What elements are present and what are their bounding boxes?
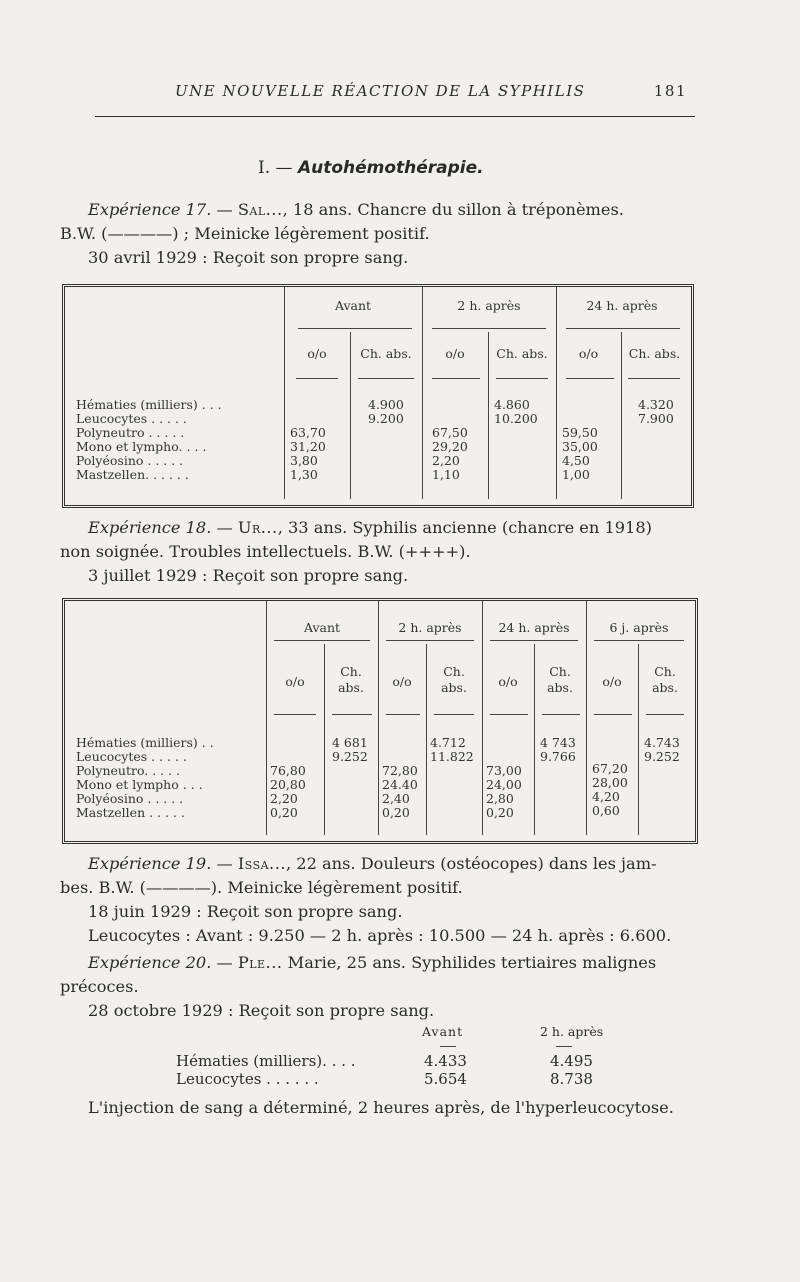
t1-row-labels — [76, 398, 222, 482]
page-number: 181 — [653, 82, 687, 100]
t2-sub-pct: o/o — [392, 674, 412, 689]
exp20-row2-label: Leucocytes . . . . . . — [176, 1070, 319, 1088]
t2-row-label: Polyneutro. . . . . — [76, 763, 181, 778]
table-1-sub-rule — [432, 378, 480, 379]
t1-cell: 2,20 — [432, 453, 460, 468]
exp18-line2: non soignée. Troubles intellectuels. B.W. (++++). — [60, 542, 471, 561]
table-2-sub-rule — [332, 714, 372, 715]
t1-cell: 4.860 — [494, 397, 530, 412]
table-2-sub-rule — [490, 714, 528, 715]
t2-cell: 72,80 — [382, 763, 418, 778]
t2-col-avant-pct — [270, 736, 306, 820]
t1-cell: 1,10 — [432, 467, 460, 482]
t1-cell: 4.320 — [638, 397, 674, 412]
table-1-group-rule — [566, 328, 680, 329]
t2-row-label: Hématies (milliers) . . — [76, 735, 214, 750]
t2-cell: 24,00 — [486, 777, 522, 792]
t2-cell — [486, 736, 522, 750]
table-2-sub-rule — [386, 714, 420, 715]
table-1-sub-rule — [358, 378, 414, 379]
t1-row-label: Hématies (milliers) . . . — [76, 397, 222, 412]
table-2-divider — [482, 601, 483, 835]
t2-sub-abs-label: abs. — [547, 680, 573, 695]
table-2-sub-rule — [434, 714, 474, 715]
exp20-row1-avant: 4.433 — [424, 1052, 467, 1070]
t2-row-label: Leucocytes . . . . . — [76, 749, 187, 764]
t1-group-2h: 2 h. après — [457, 298, 521, 313]
table-1-group-rule — [432, 328, 546, 329]
t2-cell: 76,80 — [270, 763, 306, 778]
t2-cell: 9.766 — [540, 749, 576, 764]
t1-row-label: Polyneutro . . . . . — [76, 425, 185, 440]
t2-col-24h-pct — [486, 736, 522, 820]
exp20-label: Expérience 20. — [88, 953, 212, 972]
t2-group-avant: Avant — [303, 620, 341, 635]
exp20-line1: Marie, 25 ans. Syphilides tertiaires malignes — [282, 953, 657, 972]
section-title: Autohémothérapie. — [297, 158, 484, 178]
t2-cell: 9.252 — [644, 749, 680, 764]
t2-cell — [382, 750, 418, 764]
t1-cell: 1,30 — [290, 467, 318, 482]
t2-cell — [592, 748, 628, 762]
table-1-divider — [422, 287, 423, 499]
t1-sub-pct: o/o — [307, 346, 327, 361]
t2-cell: 2,20 — [270, 791, 298, 806]
t2-cell: 9.252 — [332, 749, 368, 764]
t2-sub-abs — [534, 664, 586, 696]
section-number: I. — — [258, 158, 293, 178]
section-heading — [258, 158, 484, 178]
table-1-divider — [556, 287, 557, 499]
exp19-line4: Leucocytes : Avant : 9.250 — 2 h. après : 10.500 — 24 h. après : 6.600. — [88, 926, 672, 945]
t1-cell: 4,50 — [562, 453, 590, 468]
table-2-group-rule — [490, 640, 578, 641]
t1-col-24h-pct — [562, 398, 598, 482]
t2-row-label: Mono et lympho . . . — [76, 777, 203, 792]
t2-cell: 0,20 — [486, 805, 514, 820]
t1-sub-pct: o/o — [445, 346, 465, 361]
t1-col-2h-pct — [432, 398, 468, 482]
table-2-group-rule — [594, 640, 684, 641]
table-2-divider — [586, 601, 587, 835]
exp17-label: Expérience 17. — [88, 200, 212, 219]
table-2-sub-rule — [274, 714, 316, 715]
t1-sub-abs: Ch. abs. — [628, 346, 681, 361]
exp20-row1-label: Hématies (milliers). . . . — [176, 1052, 356, 1070]
t2-sub-abs-label: abs. — [441, 680, 467, 695]
t1-cell: 1,00 — [562, 467, 590, 482]
exp18-line3: 3 juillet 1929 : Reçoit son propre sang. — [88, 566, 409, 585]
t1-cell: 4.900 — [368, 397, 404, 412]
t1-sub-abs: Ch. abs. — [496, 346, 548, 361]
t1-cell: 9.200 — [368, 411, 404, 426]
t1-cell: 59,50 — [562, 425, 598, 440]
t2-cell: 0,20 — [382, 805, 410, 820]
exp19-label: Expérience 19. — [88, 854, 212, 873]
t1-col-24h-abs — [638, 398, 674, 426]
t1-sub-abs: Ch. abs. — [360, 346, 412, 361]
t1-cell — [432, 398, 468, 412]
t2-col-6j-abs — [644, 736, 680, 764]
t2-cell — [270, 736, 306, 750]
t1-row-label: Polyéosino . . . . . — [76, 453, 184, 468]
t2-sub-abs — [324, 664, 378, 696]
table-1-sub-rule — [628, 378, 680, 379]
exp20-row2-apres: 8.738 — [550, 1070, 593, 1088]
t2-cell: 67,20 — [592, 761, 628, 776]
t2-cell: 20,80 — [270, 777, 306, 792]
exp20-row2-avant: 5.654 — [424, 1070, 467, 1088]
table-2-sub-rule — [542, 714, 580, 715]
t2-cell: 2,40 — [382, 791, 410, 806]
t2-cell: 4.743 — [644, 735, 680, 750]
table-2-group-rule — [386, 640, 474, 641]
exp19-line1: , 22 ans. Douleurs (ostéocopes) dans les jam- — [285, 854, 657, 873]
exp19-paragraph: Expérience 19. — Issa..., 22 ans. Douleurs (ostéocopes) dans les jam- bes. B.W. (————). Meinicke légèrement positif. 18 juin 1929 : Reçoit son propre sang. Leucocytes : Avant : 9.250 — 2 h. après : 10.500 — 24 h. après : 6.600. — [60, 854, 672, 945]
exp19-name: Issa... — [237, 854, 286, 873]
t2-sub-pct: o/o — [602, 674, 622, 689]
exp20-col-apres: 2 h. après — [540, 1024, 604, 1039]
exp19-line2: bes. B.W. (————). Meinicke légèrement positif. — [60, 878, 463, 897]
t2-sub-abs — [638, 664, 692, 696]
table-2-group-rule — [274, 640, 370, 641]
t1-cell: 7.900 — [638, 411, 674, 426]
t2-group-2h: 2 h. après — [398, 620, 462, 635]
t1-row-label: Leucocytes . . . . . — [76, 411, 187, 426]
t2-cell: 73,00 — [486, 763, 522, 778]
t2-row-labels — [76, 736, 214, 820]
t1-cell — [562, 412, 598, 426]
exp20-paragraph: Expérience 20. — Ple... Marie, 25 ans. Syphilides tertiaires malignes précoces. 28 octobre 1929 : Reçoit son propre sang. — [60, 953, 657, 1020]
t1-row-label: Mastzellen. . . . . . — [76, 467, 189, 482]
exp17-name: Sal... — [237, 200, 283, 219]
t2-group-6j: 6 j. après — [609, 620, 669, 635]
t2-cell: 2,80 — [486, 791, 514, 806]
t2-cell: 4,20 — [592, 789, 620, 804]
exp20-row1-apres: 4.495 — [550, 1052, 593, 1070]
t2-sub-ch: Ch. — [654, 664, 676, 679]
t2-cell: 24.40 — [382, 777, 418, 792]
t2-cell: 0,60 — [592, 803, 620, 818]
t1-cell: 10.200 — [494, 411, 538, 426]
t1-cell — [290, 398, 326, 412]
t2-sub-ch: Ch. — [549, 664, 571, 679]
exp18-name: Ur... — [237, 518, 278, 537]
t1-cell — [562, 398, 598, 412]
table-1-sub-rule — [566, 378, 614, 379]
t1-col-avant-abs — [368, 398, 404, 426]
table-2-sub-rule — [594, 714, 632, 715]
t1-cell: 67,50 — [432, 425, 468, 440]
t2-sub-abs-label: abs. — [338, 680, 364, 695]
t2-sub-ch: Ch. — [340, 664, 362, 679]
t2-cell: 4 743 — [540, 735, 576, 750]
table-1 — [62, 284, 694, 508]
t2-sub-abs-label: abs. — [652, 680, 678, 695]
t2-cell — [382, 736, 418, 750]
t1-group-24h: 24 h. après — [586, 298, 658, 313]
t2-sub-pct: o/o — [285, 674, 305, 689]
exp20-name: Ple... — [237, 953, 283, 972]
t1-cell: 31,20 — [290, 439, 326, 454]
t1-sub-pct: o/o — [578, 346, 599, 361]
t2-cell: 11.822 — [430, 749, 474, 764]
t2-sub-ch: Ch. — [443, 664, 465, 679]
exp20-conclusion: L'injection de sang a déterminé, 2 heures après, de l'hyperleucocytose. — [88, 1098, 674, 1117]
t2-sub-pct: o/o — [498, 674, 518, 689]
t2-col-avant-abs — [332, 736, 368, 764]
t2-col-24h-abs — [540, 736, 576, 764]
t1-cell — [432, 412, 468, 426]
t1-cell: 63,70 — [290, 425, 326, 440]
t1-cell: 3,80 — [290, 453, 318, 468]
exp17-line3: 30 avril 1929 : Reçoit son propre sang. — [88, 248, 409, 267]
table-2 — [62, 598, 698, 844]
exp20-line3: 28 octobre 1929 : Reçoit son propre sang. — [88, 1001, 435, 1020]
exp18-line1: , 33 ans. Syphilis ancienne (chancre en 1918) — [277, 518, 652, 537]
table-2-divider — [378, 601, 379, 835]
t1-cell — [290, 412, 326, 426]
t2-col-2h-pct — [382, 736, 418, 820]
table-2-divider — [266, 601, 267, 835]
t1-row-label: Mono et lympho. . . . — [76, 439, 207, 454]
exp20-line2: précoces. — [60, 977, 139, 996]
exp20-dash — [556, 1046, 572, 1047]
exp17-line1: , 18 ans. Chancre du sillon à tréponèmes. — [282, 200, 624, 219]
t2-cell: 4 681 — [332, 735, 368, 750]
table-2-sub-rule — [646, 714, 684, 715]
t1-cell: 35,00 — [562, 439, 598, 454]
t1-group-avant: Avant — [334, 298, 372, 313]
t2-cell: 0,20 — [270, 805, 298, 820]
t2-cell: 28,00 — [592, 775, 628, 790]
exp18-paragraph: Expérience 18. — Ur..., 33 ans. Syphilis ancienne (chancre en 1918) non soignée. Troubles intellectuels. B.W. (++++). 3 juillet 1929 : Reçoit son propre sang. — [60, 518, 652, 585]
t2-sub-abs — [426, 664, 482, 696]
table-1-sub-rule — [296, 378, 338, 379]
table-1-sub-rule — [496, 378, 548, 379]
t2-row-label: Mastzellen . . . . . — [76, 805, 185, 820]
t1-cell: 29,20 — [432, 439, 468, 454]
t2-col-6j-pct — [592, 748, 628, 818]
exp17-line2: B.W. (————) ; Meinicke légèrement positif. — [60, 224, 430, 243]
exp17-paragraph: Expérience 17. — Sal..., 18 ans. Chancre du sillon à tréponèmes. B.W. (————) ; Meinicke légèrement positif. 30 avril 1929 : Reçoit son propre sang. — [60, 200, 624, 267]
exp18-label: Expérience 18. — [88, 518, 212, 537]
exp20-col-avant: Avant — [422, 1024, 464, 1039]
table-1-divider — [284, 287, 285, 499]
t2-col-2h-abs — [430, 736, 474, 764]
exp19-line3: 18 juin 1929 : Reçoit son propre sang. — [88, 902, 403, 921]
header-rule — [95, 116, 695, 117]
running-title: UNE NOUVELLE RÉACTION DE LA SYPHILIS — [175, 82, 586, 100]
t2-cell — [486, 750, 522, 764]
exp20-dash — [440, 1046, 456, 1047]
t2-cell — [270, 750, 306, 764]
t2-row-label: Polyéosino . . . . . — [76, 791, 184, 806]
t2-group-24h: 24 h. après — [498, 620, 570, 635]
table-1-group-rule — [298, 328, 412, 329]
t1-col-avant-pct — [290, 398, 326, 482]
t1-col-2h-abs — [494, 398, 538, 426]
t2-cell: 4.712 — [430, 735, 466, 750]
